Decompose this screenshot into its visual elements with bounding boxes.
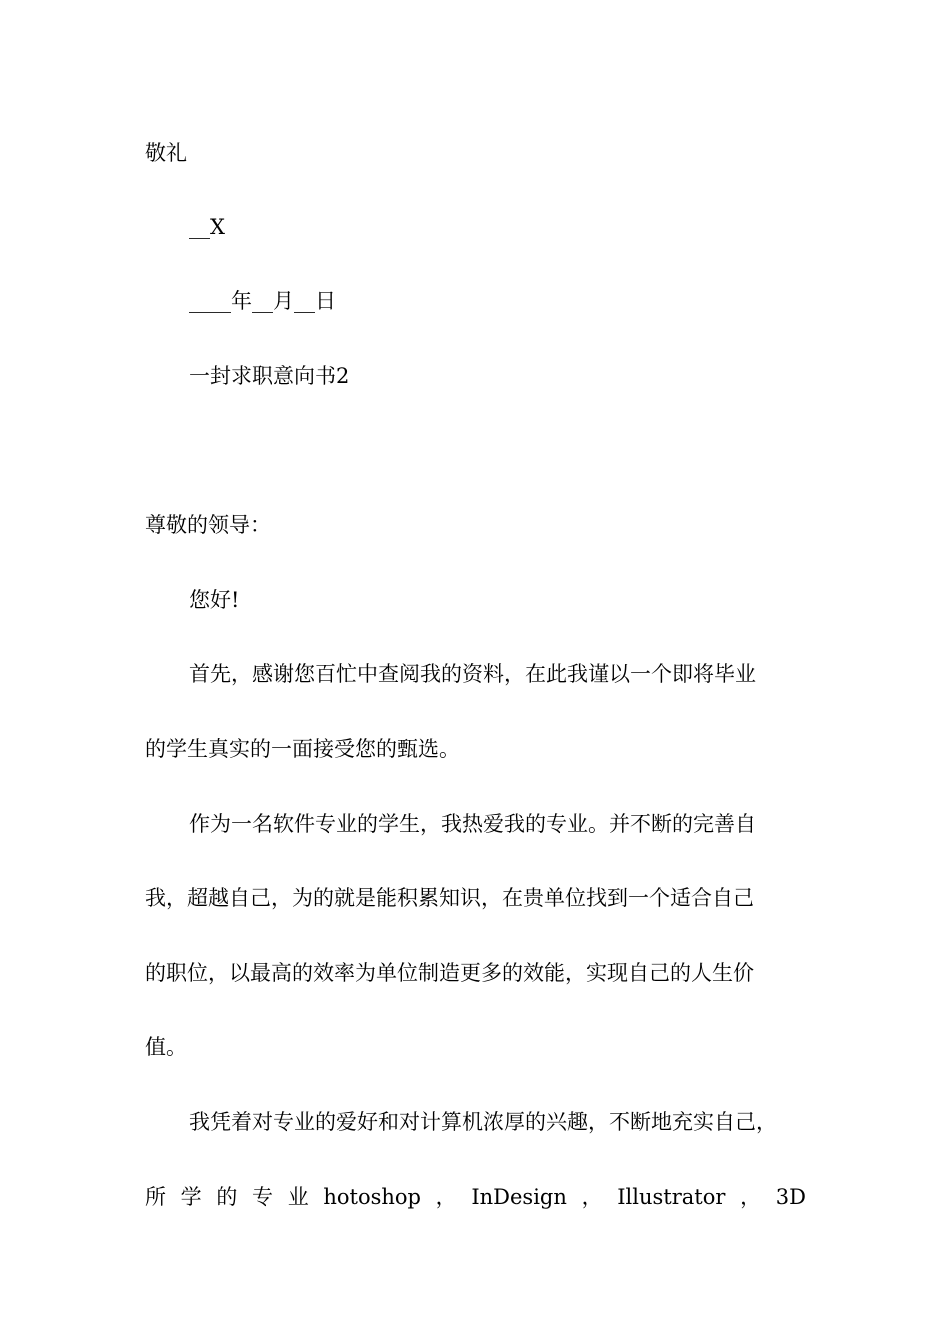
body-line: 首先，感谢您百忙中查阅我的资料，在此我谨以一个即将毕业: [189, 662, 756, 686]
word: 专: [252, 1185, 274, 1209]
body-line: 我，超越自己，为的就是能积累知识，在贵单位找到一个适合自己: [145, 886, 754, 910]
closing-text: 敬礼: [145, 141, 187, 165]
body-line: 我凭着对专业的爱好和对计算机浓厚的兴趣，不断地充实自己，: [189, 1110, 777, 1134]
body-line: 值。: [145, 1035, 187, 1059]
word: 学: [180, 1185, 202, 1209]
word: ，: [435, 1185, 457, 1209]
signature-line: __X: [189, 215, 225, 239]
body-line: 的学生真实的一面接受您的甄选。: [145, 737, 460, 761]
word: 所: [145, 1185, 166, 1209]
body-line: 的职位，以最高的效率为单位制造更多的效能，实现自己的人生价: [145, 961, 754, 985]
word: Illustrator: [617, 1185, 726, 1209]
word: ，: [740, 1185, 762, 1209]
greeting-text: 您好!: [189, 588, 240, 612]
date-line: ____年__月__日: [189, 289, 336, 313]
word: 3D: [775, 1185, 806, 1209]
word: ，: [581, 1185, 603, 1209]
body-line-justified: [145, 1182, 806, 1212]
body-line: 作为一名软件专业的学生，我热爱我的专业。并不断的完善自: [189, 812, 756, 836]
word: 业: [287, 1185, 309, 1209]
salutation-text: 尊敬的领导：: [145, 513, 271, 537]
word: InDesign: [471, 1185, 567, 1209]
letter-heading: 一封求职意向书2: [189, 364, 350, 388]
word: 的: [216, 1185, 238, 1209]
word: hotoshop: [323, 1185, 421, 1209]
